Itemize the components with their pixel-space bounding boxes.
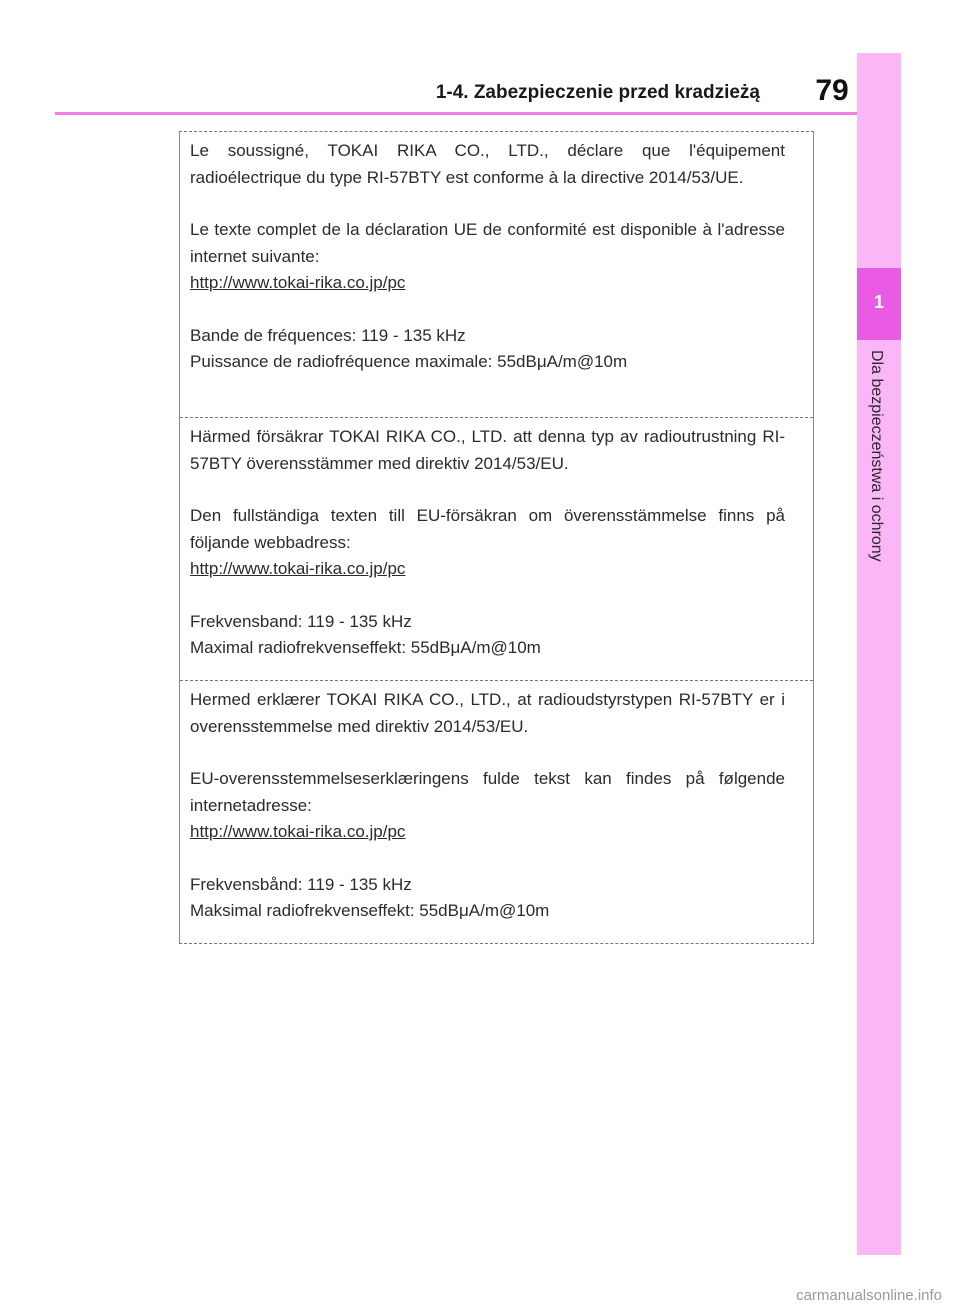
french-power: Puissance de radiofréquence maximale: 55dBμA/m@10m	[190, 352, 628, 371]
chapter-number: 1	[873, 292, 884, 312]
danish-power: Maksimal radiofrekvenseffekt: 55dBμA/m@10m	[190, 901, 550, 920]
french-url-line	[190, 270, 785, 297]
french-availability: Le texte complet de la déclaration UE de conformité est disponible à l'adresse internet suivante:	[190, 220, 785, 266]
danish-statement: Hermed erklærer TOKAI RIKA CO., LTD., at radioudstyrstypen RI-57BTY er i overensstemmelse med direktiv 2014/53/EU.	[190, 690, 785, 736]
declaration-swedish	[180, 417, 813, 680]
swedish-power: Maximal radiofrekvenseffekt: 55dBμA/m@10m	[190, 638, 541, 657]
danish-availability: EU-overensstemmelseserklæringens fulde tekst kan findes på følgende internetadresse:	[190, 769, 785, 815]
declaration-box	[179, 131, 814, 944]
danish-frequency: Frekvensbånd: 119 - 135 kHz	[190, 874, 412, 894]
spacer	[190, 846, 785, 872]
declaration-danish	[180, 680, 813, 943]
spacer	[190, 297, 785, 323]
spacer	[190, 477, 785, 503]
swedish-url-link[interactable]: http://www.tokai-rika.co.jp/pc	[190, 559, 406, 578]
spacer	[190, 191, 785, 217]
swedish-url-line	[190, 556, 785, 583]
chapter-title-container	[858, 350, 900, 600]
chapter-title: Dla bezpieczeństwa i ochrony	[868, 350, 885, 562]
danish-url-line	[190, 819, 785, 846]
swedish-availability: Den fullständiga texten till EU-försäkran om överensstämmelse finns på följande webbadress:	[190, 506, 785, 552]
header-divider	[55, 112, 858, 115]
chapter-side-tab	[857, 53, 901, 1255]
section-title: 1-4. Zabezpieczenie przed kradzieżą	[435, 82, 760, 103]
page-number: 79	[815, 74, 849, 107]
swedish-statement: Härmed försäkrar TOKAI RIKA CO., LTD. att denna typ av radioutrustning RI-57BTY överensstämmer med direktiv 2014/53/EU.	[190, 427, 785, 473]
french-statement: Le soussigné, TOKAI RIKA CO., LTD., déclare que l'équipement radioélectrique du type RI-57BTY est conforme à la directive 2014/53/UE.	[190, 141, 785, 187]
spacer	[190, 740, 785, 766]
swedish-frequency: Frekvensband: 119 - 135 kHz	[190, 611, 412, 631]
danish-url-link[interactable]: http://www.tokai-rika.co.jp/pc	[190, 822, 406, 841]
spacer	[190, 583, 785, 609]
french-frequency: Bande de fréquences: 119 - 135 kHz	[190, 325, 466, 345]
footer-watermark: carmanualsonline.info	[796, 1287, 942, 1304]
french-url-link[interactable]: http://www.tokai-rika.co.jp/pc	[190, 273, 406, 292]
declaration-french	[180, 132, 813, 417]
